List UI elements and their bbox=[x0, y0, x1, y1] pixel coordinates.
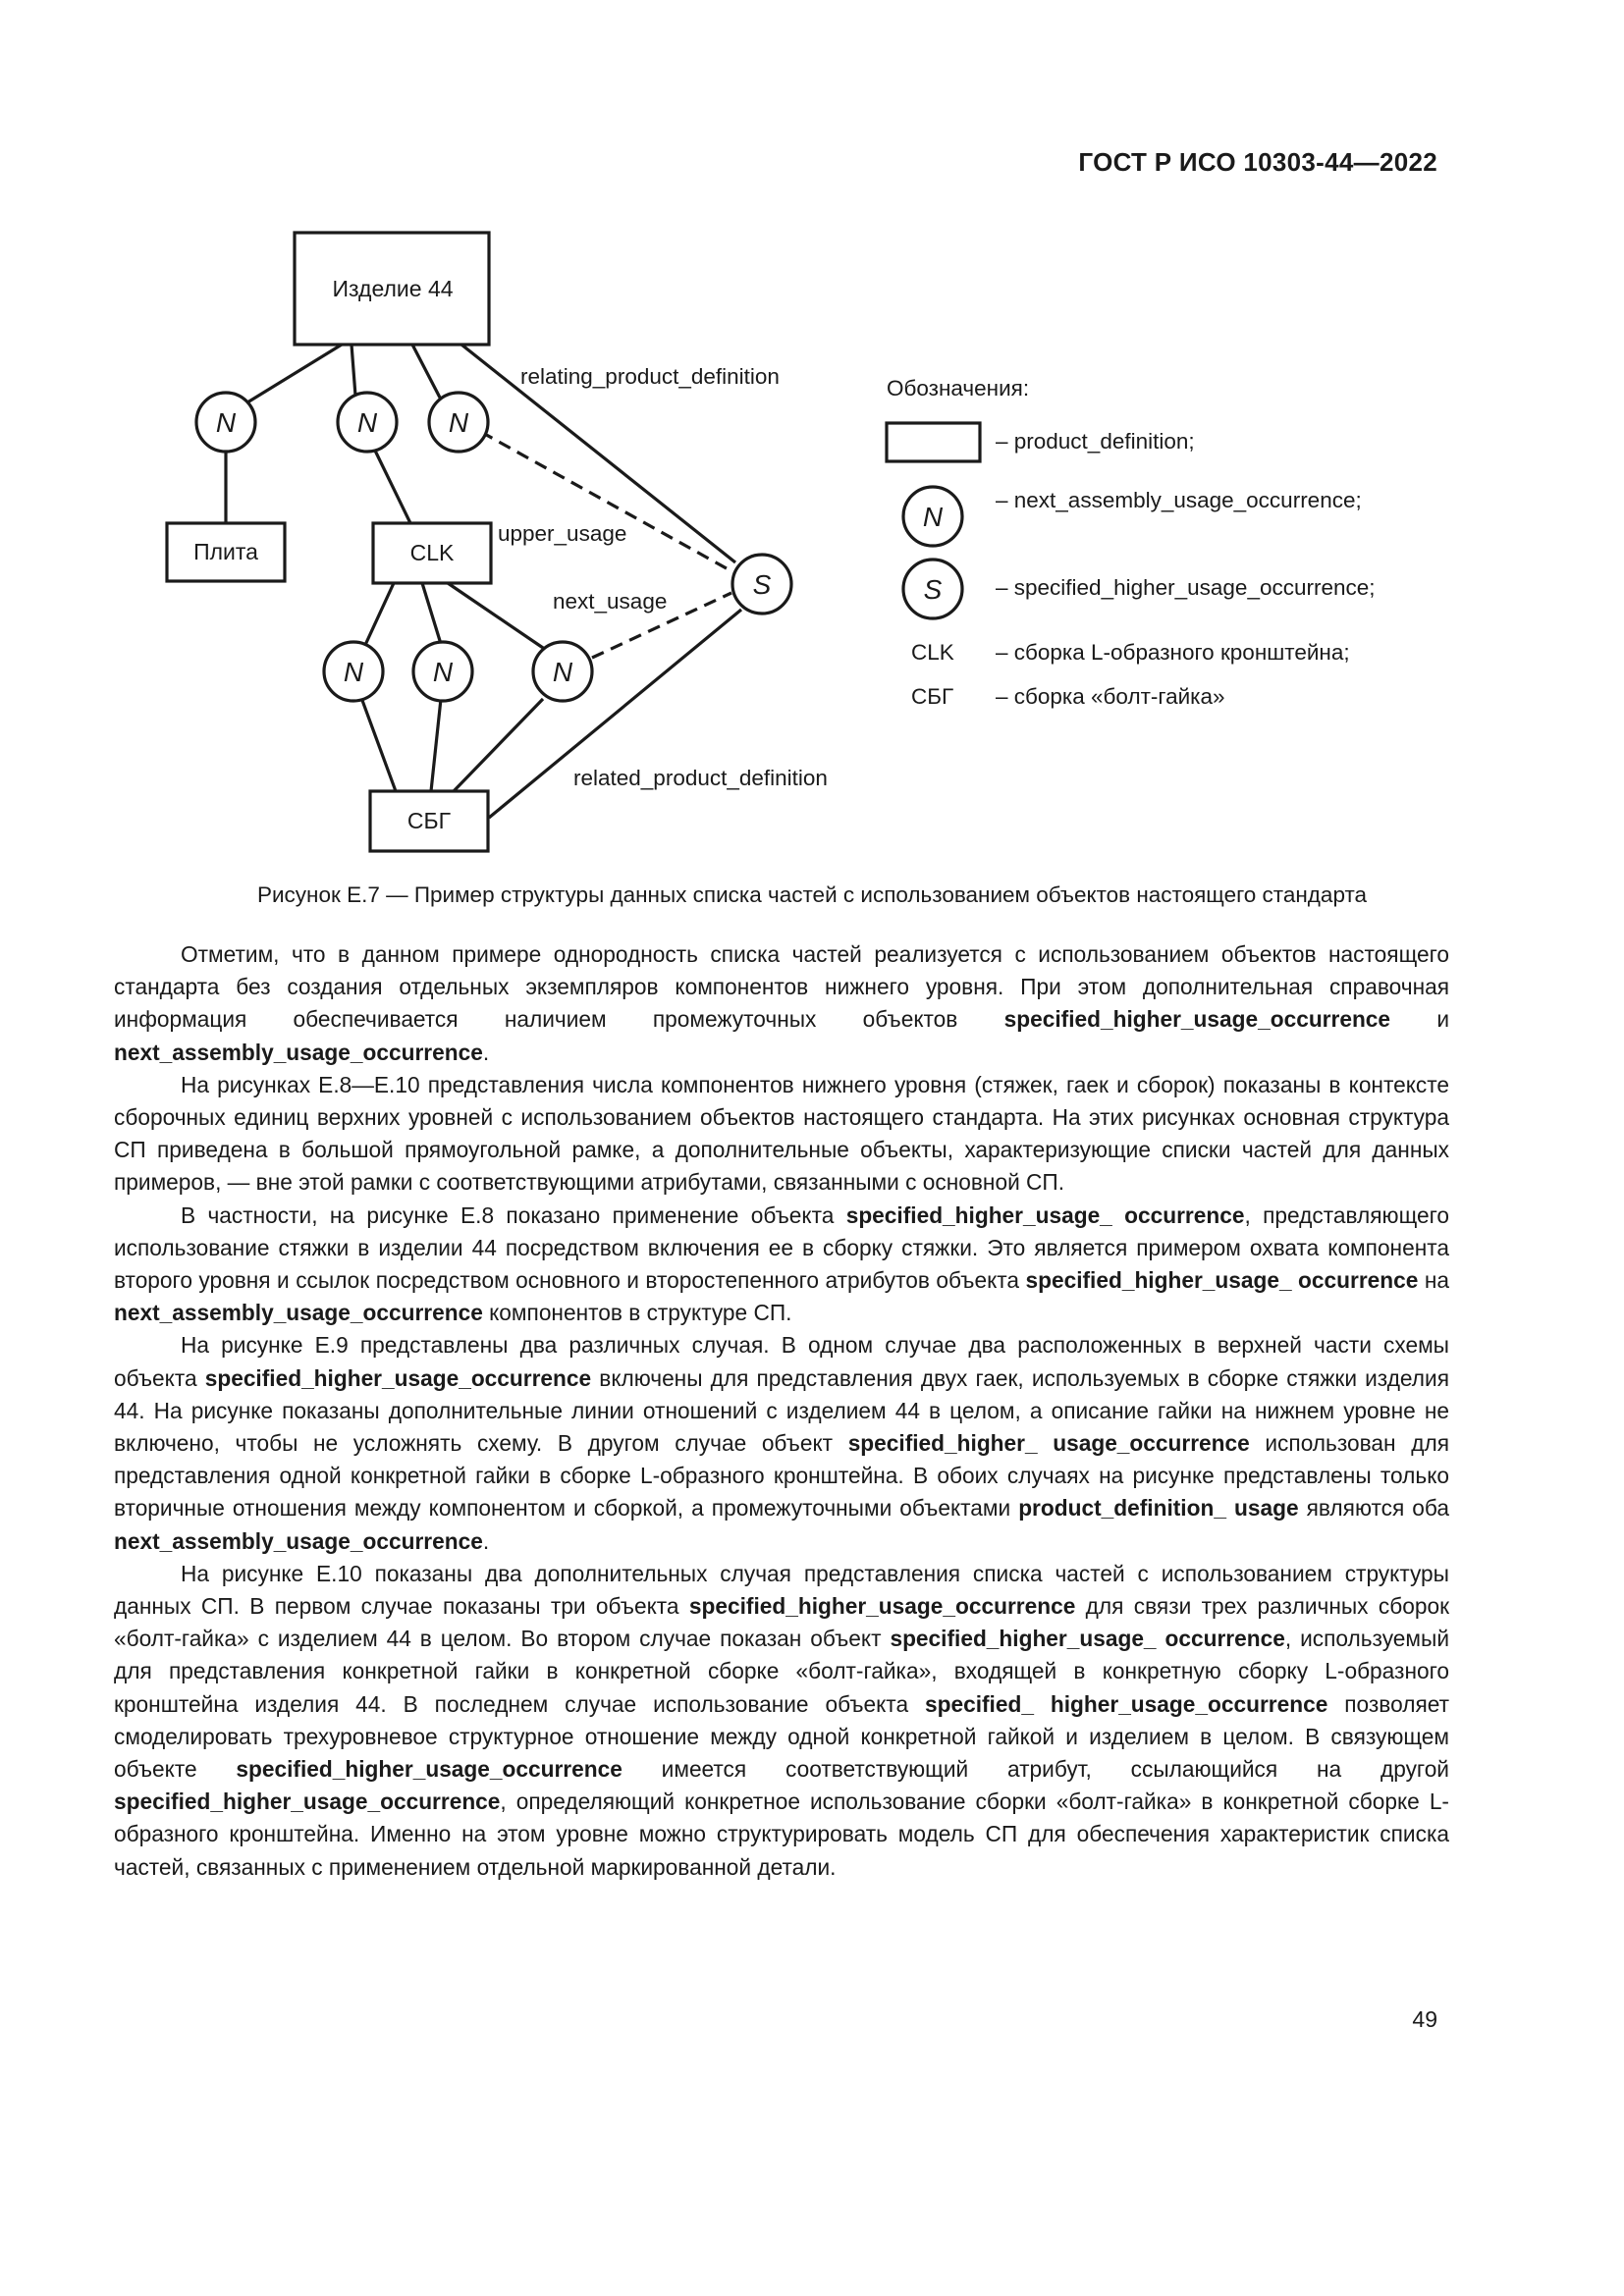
legend-item-sbg: – сборка «болт-гайка» bbox=[996, 684, 1225, 709]
legend bbox=[887, 376, 1376, 709]
relating-product-definition-label: relating_product_definition bbox=[520, 364, 780, 389]
text-run: компонентов в структуре СП. bbox=[482, 1300, 792, 1326]
text-run: для связи трех различных сборок «болт-гайка» с изделием 44 в целом. Во втором случае показан объект bbox=[114, 1593, 1449, 1652]
edge-product-n3 bbox=[412, 345, 440, 398]
term-bold: specified_higher_usage_ occurrence bbox=[845, 1201, 1245, 1228]
upper-usage-label: upper_usage bbox=[498, 521, 627, 546]
document-header: ГОСТ Р ИСО 10303-44—2022 bbox=[1078, 147, 1437, 177]
text-run: включены для представления двух гаек, используемых в сборке стяжки изделия 44. На рисунке показаны дополнительные линии отношений с изделием 44 в целом, а описание гайки на нижнем уровне не включено, чтобы не усложнять схему. В другом случае объект bbox=[114, 1364, 1449, 1457]
term-bold: next_assembly_usage_occurrence bbox=[114, 1039, 483, 1065]
n6-label: N bbox=[552, 657, 573, 687]
term-bold: product_definition_ usage bbox=[1018, 1495, 1299, 1522]
paragraph-2 bbox=[114, 1069, 1449, 1200]
n5-label: N bbox=[432, 657, 454, 687]
edge-clk-n5 bbox=[422, 583, 441, 644]
legend-item-product-definition: – product_definition; bbox=[996, 429, 1195, 454]
body-text bbox=[114, 938, 1449, 1884]
text-run: имеется соответствующий атрибут, ссылающийся на другой bbox=[622, 1756, 1449, 1783]
n4-label: N bbox=[343, 657, 364, 687]
figure-caption: Рисунок Е.7 — Пример структуры данных списка частей с использованием объектов настоящего стандарта bbox=[256, 882, 1368, 907]
plate-label: Плита bbox=[193, 539, 258, 564]
edge-n4-sbg bbox=[360, 695, 396, 791]
n3-label: N bbox=[448, 407, 469, 438]
term-bold: specified_higher_usage_ occurrence bbox=[1025, 1267, 1419, 1294]
term-bold: specified_higher_usage_occurrence bbox=[114, 1789, 501, 1815]
edge-n5-sbg bbox=[431, 699, 441, 791]
term-bold: next_assembly_usage_occurrence bbox=[114, 1300, 483, 1326]
term-bold: specified_higher_usage_occurrence bbox=[688, 1593, 1076, 1620]
legend-s-letter: S bbox=[923, 574, 943, 605]
text-run: Отметим, что в данном примере однородность списка частей реализуется с использованием объектов настоящего стандарта без создания отдельных экземпляров компонентов нижнего уровня. При этом дополнительная справочная информация обеспечивается наличием промежуточных объектов bbox=[114, 941, 1449, 1033]
sbg-label: СБГ bbox=[406, 808, 452, 833]
clk-label: CLK bbox=[409, 540, 455, 565]
text-run: на bbox=[1418, 1267, 1449, 1294]
term-bold: next_assembly_usage_occurrence bbox=[114, 1527, 483, 1554]
paragraph-4 bbox=[114, 1329, 1449, 1557]
legend-box-symbol bbox=[887, 423, 980, 461]
product-label: Изделие 44 bbox=[332, 276, 454, 301]
page-number: 49 bbox=[1412, 2006, 1437, 2032]
term-bold: specified_higher_usage_occurrence bbox=[204, 1364, 592, 1391]
edge-clk-n6 bbox=[448, 583, 546, 650]
paragraph-3 bbox=[114, 1200, 1449, 1330]
edge-clk-n4 bbox=[365, 583, 394, 645]
text-run: В частности, на рисунке Е.8 показано применение объекта bbox=[181, 1201, 846, 1228]
text-run: , представляющего использование стяжки в изделии 44 посредством включения ее в сборку стяжки. Это является примером охвата компонента второго уровня и ссылок посредством основного и второстепенного атрибутов объекта bbox=[114, 1201, 1449, 1294]
term-bold: specified_ higher_usage_occurrence bbox=[924, 1690, 1328, 1717]
term-bold: specified_higher_usage_occurrence bbox=[236, 1756, 623, 1783]
text-run: использован для представления одной конкретной гайки в сборке L-образного кронштейна. В обоих случаях на рисунке представлены только вторичные отношения между компонентом и сборкой, а промежуточными объектами bbox=[114, 1430, 1449, 1522]
part-list-structure-diagram bbox=[0, 0, 1624, 982]
text-run: являются оба bbox=[1298, 1495, 1449, 1522]
legend-item-clk: – сборка L-образного кронштейна; bbox=[996, 640, 1350, 665]
edge-n2-clk bbox=[375, 451, 410, 523]
text-run: и bbox=[1390, 1006, 1450, 1033]
text-run: . bbox=[482, 1527, 490, 1554]
text-run: . bbox=[482, 1039, 490, 1065]
text-run: На рисунке Е.10 показаны два дополнительных случая представления списка частей с использованием структуры данных СП. В первом случае показаны три объекта bbox=[114, 1560, 1449, 1620]
edge-dashed-upper-usage bbox=[481, 432, 733, 572]
text-run: На рисунках Е.8—Е.10 представления числа компонентов нижнего уровня (стяжек, гаек и сборок) показаны в контексте сборочных единиц верхних уровней с использованием объектов настоящего стандарта. На этих рисунках основная структура СП приведена в большой прямоугольной рамке, а дополнительные объекты, характеризующие списки частей для данных примеров, — вне этой рамки с соответствующими атрибутами, связанными с основной СП. bbox=[114, 1071, 1449, 1196]
legend-n-letter: N bbox=[922, 502, 944, 532]
term-bold: specified_higher_usage_ occurrence bbox=[890, 1626, 1285, 1652]
legend-title: Обозначения: bbox=[887, 376, 1030, 400]
next-usage-label: next_usage bbox=[553, 589, 668, 614]
n1-label: N bbox=[215, 407, 237, 438]
text-run: позволяет смоделировать трехуровневое структурное отношение между одной конкретной гайкой и изделием в целом. В связующем объекте bbox=[114, 1690, 1449, 1783]
legend-item-shuo: – specified_higher_usage_occurrence; bbox=[996, 575, 1376, 600]
edge-product-n2 bbox=[352, 345, 355, 396]
edge-n6-sbg bbox=[454, 699, 543, 791]
s-label: S bbox=[752, 569, 772, 600]
paragraph-1 bbox=[114, 938, 1449, 1069]
related-product-definition-label: related_product_definition bbox=[573, 766, 828, 790]
term-bold: specified_higher_ usage_occurrence bbox=[847, 1430, 1250, 1457]
text-run: , определяющий конкретное использование сборки «болт-гайка» в конкретной сборке L-образного кронштейна. Именно на этом уровне можно структурировать модель СП для обеспечения характеристик списка частей, связанных с применением отдельной маркированной детали. bbox=[114, 1789, 1449, 1880]
edge-product-n1 bbox=[247, 345, 342, 402]
term-bold: specified_higher_usage_occurrence bbox=[1003, 1006, 1391, 1033]
legend-clk-symbol: CLK bbox=[911, 640, 954, 665]
text-run: На рисунке Е.9 представлены два различных случая. В одном случае два расположенных в верхней части схемы объекта bbox=[114, 1332, 1449, 1391]
legend-item-nauo: – next_assembly_usage_occurrence; bbox=[996, 488, 1362, 512]
paragraph-5 bbox=[114, 1558, 1449, 1884]
legend-sbg-symbol: СБГ bbox=[911, 684, 954, 709]
n2-label: N bbox=[356, 407, 378, 438]
text-run: , используемый для представления конкретной гайки в конкретной сборке «болт-гайка», входящей в конкретную сборку L-образного кронштейна изделия 44. В последнем случае использование объекта bbox=[114, 1626, 1449, 1717]
